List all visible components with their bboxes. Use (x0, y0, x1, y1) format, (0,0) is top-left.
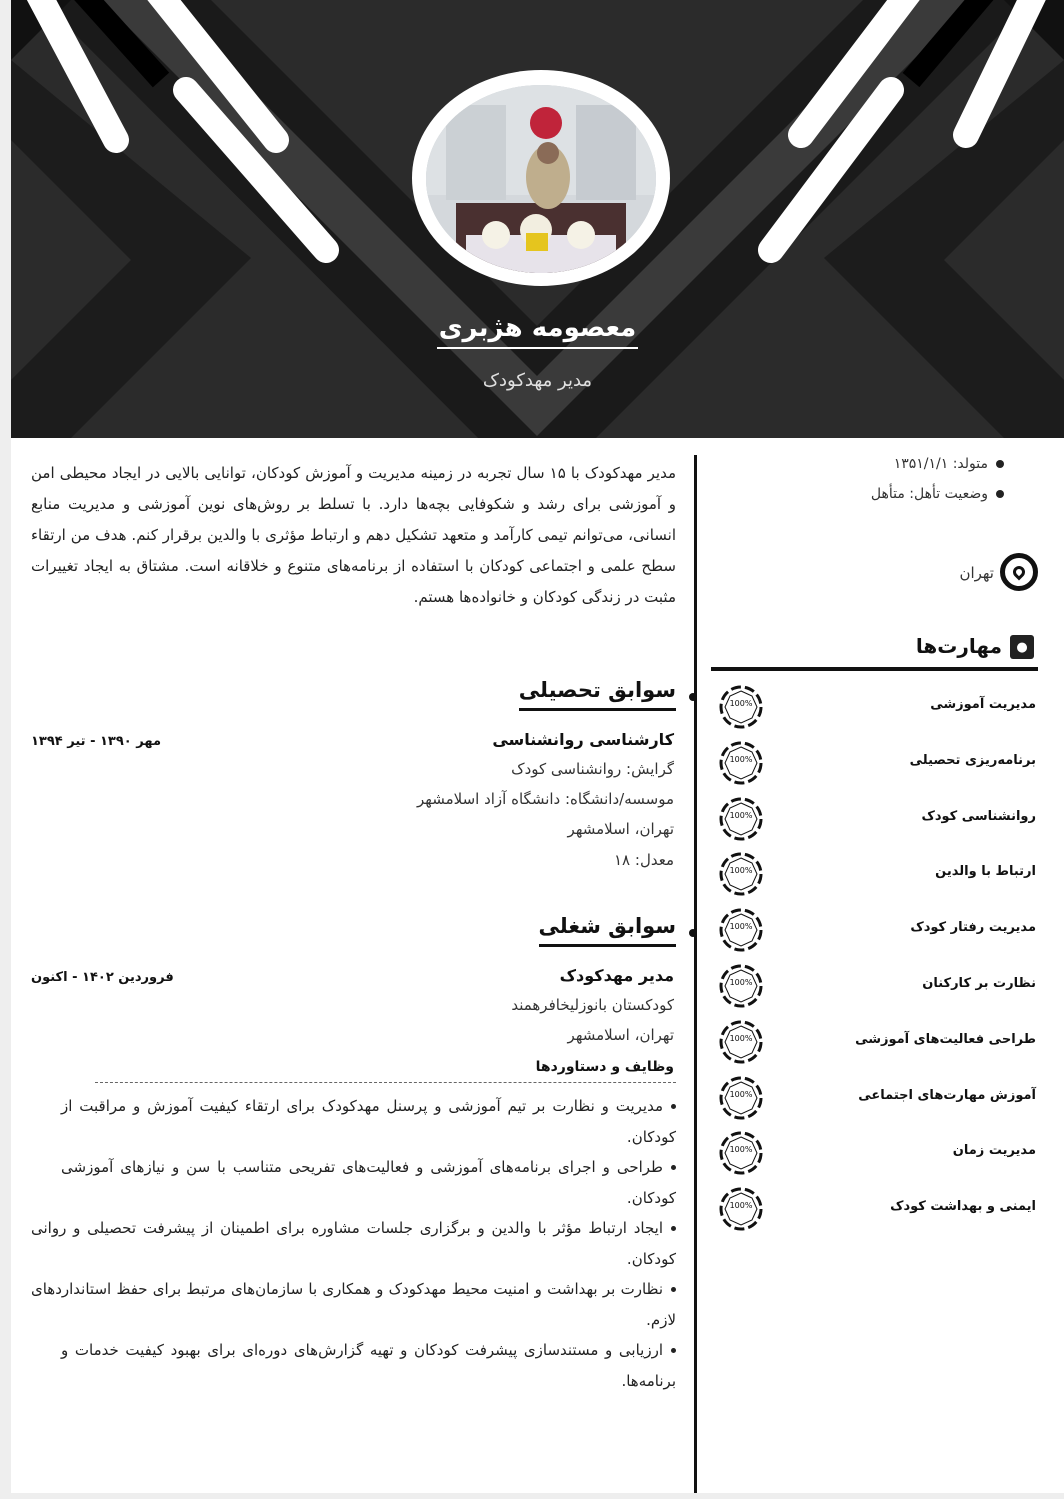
education-date: مهر ۱۳۹۰ - تیر ۱۳۹۴ (31, 734, 161, 749)
skill-percent: 100% (729, 1089, 753, 1099)
marital-row (871, 486, 1004, 502)
duty-item: ارزیابی و مستندسازی پیشرفت کودکان و تهیه گزارش‌های دوره‌ای برای بهبود کیفیت خدمات و برنامه‌ها. (61, 1341, 676, 1390)
skill-label: نظارت بر کارکنان (922, 976, 1036, 991)
duties-rule (95, 1082, 676, 1083)
person-role: مدیر مهدکودک (482, 370, 593, 391)
skill-row (714, 852, 1054, 896)
skill-percent: 100% (729, 699, 753, 708)
marital-text: وضعیت تأهل: متأهل (870, 486, 988, 502)
duty-item: ایجاد ارتباط مؤثر با والدین و برگزاری جلسات مشاوره برای اطمینان از پیشرفت تحصیلی و روانی کودکان. (31, 1219, 676, 1268)
person-name: معصومه هژبری (11, 313, 1064, 343)
bullet-dot (996, 490, 1004, 498)
skill-percent-badge (718, 964, 764, 1008)
skill-label: مدیریت آموزشی (930, 697, 1036, 712)
skill-percent-badge (718, 908, 764, 952)
work-title: سوابق شغلی (539, 914, 676, 947)
work-position: مدیر مهدکودک (559, 966, 674, 985)
skill-percent: 100% (729, 922, 753, 932)
skill-label: ارتباط با والدین (935, 864, 1036, 880)
education-title: سوابق تحصیلی (519, 678, 676, 711)
skill-row (714, 1131, 1054, 1175)
skill-percent: 100% (729, 810, 753, 820)
skill-row (714, 1187, 1054, 1231)
location-icon (1000, 553, 1038, 591)
skill-percent-badge (718, 1187, 764, 1231)
skill-label: طراحی فعالیت‌های آموزشی (855, 1031, 1036, 1047)
duty-item: طراحی و اجرای برنامه‌های آموزشی و فعالیت‌های تفریحی متناسب با سن و نیازهای آموزشی کودکان. (61, 1158, 676, 1207)
education-degree: کارشناسی روانشناسی (492, 730, 674, 749)
bullet-dot (996, 460, 1004, 468)
skill-percent-badge (718, 1076, 764, 1120)
duty-item: نظارت بر بهداشت و امنیت محیط مهدکودک و همکاری با سازمان‌های مرتبط برای حفظ استانداردهای لازم. (31, 1280, 676, 1329)
skills-rule (711, 667, 1038, 671)
skill-percent-badge (718, 797, 764, 841)
section-bullet (689, 929, 697, 937)
skill-label: ایمنی و بهداشت کودک (890, 1199, 1036, 1215)
skill-row (714, 685, 1054, 729)
column-divider (694, 455, 697, 1493)
skill-row (714, 797, 1054, 841)
duties-title: وظایف و دستاوردها (535, 1059, 674, 1075)
education-field: گرایش: روانشناسی کودک (511, 760, 674, 778)
skill-label: مدیریت زمان (952, 1143, 1036, 1159)
header-banner (11, 0, 1064, 438)
work-company: کودکستان بانوزلیخافرهمند (511, 996, 674, 1014)
skill-label: برنامه‌ریزی تحصیلی (909, 752, 1036, 768)
education-city: تهران، اسلامشهر (567, 820, 674, 838)
work-date: فروردین ۱۴۰۲ - اکنون (31, 970, 174, 985)
skill-percent-badge (718, 741, 764, 785)
education-gpa: معدل: ۱۸ (614, 851, 674, 869)
skill-percent-badge (718, 1020, 764, 1064)
skill-row (714, 1020, 1054, 1064)
avatar-photo (426, 85, 656, 273)
skill-percent: 100% (729, 754, 753, 764)
summary-text: مدیر مهدکودک با ۱۵ سال تجربه در زمینه مدیریت و آموزش کودکان، توانایی بالایی در ایجاد محیطی امن و آموزشی برای رشد و شکوفایی بچه‌ها دارد. با تسلط بر روش‌های نوین آموزشی و مدیریت منابع انسانی، می‌توانم تیمی کارآمد و متعهد تشکیل دهم و ارتباط مؤثری با والدین برقرار کنم. هدف من ارتقاء سطح علمی و اجتماعی کودکان با استفاده از برنامه‌های متنوع و خلاقانه است. مشتاق به ایجاد تغییرات مثبت در زندگی کودکان و خانواده‌ها هستم. (31, 464, 676, 606)
skill-percent-badge (718, 852, 764, 896)
skill-row (714, 1076, 1054, 1120)
skill-percent: 100% (729, 978, 753, 987)
skill-row (714, 964, 1054, 1008)
skill-percent: 100% (729, 866, 753, 876)
skill-row (714, 908, 1054, 952)
skill-percent: 100% (729, 1201, 753, 1211)
avatar (426, 85, 656, 273)
lightbulb-icon: ● (1010, 635, 1034, 659)
section-bullet (689, 693, 697, 701)
work-city: تهران، اسلامشهر (567, 1026, 674, 1044)
education-institute: موسسه/دانشگاه: دانشگاه آزاد اسلامشهر (417, 790, 674, 808)
skill-label: مدیریت رفتار کودک (910, 920, 1036, 936)
duty-item: مدیریت و نظارت بر تیم آموزشی و پرسنل مهدکودک برای ارتقاء کیفیت آموزش و مراقبت از کودکان. (61, 1097, 676, 1146)
skills-title: مهارت‌ها (915, 634, 1002, 658)
skill-percent-badge (718, 1131, 764, 1175)
skill-percent-badge (718, 685, 764, 729)
skill-percent: 100% (729, 1033, 753, 1043)
skill-row (714, 741, 1054, 785)
location-text: تهران (959, 564, 994, 582)
skill-label: روانشناسی کودک (921, 808, 1036, 824)
birth-row (894, 456, 1004, 472)
resume-page (11, 0, 1064, 1493)
birth-text: متولد: ۱۳۵۱/۱/۱ (893, 456, 988, 472)
skill-percent: 100% (729, 1145, 753, 1155)
skill-label: آموزش مهارت‌های اجتماعی (858, 1087, 1036, 1103)
